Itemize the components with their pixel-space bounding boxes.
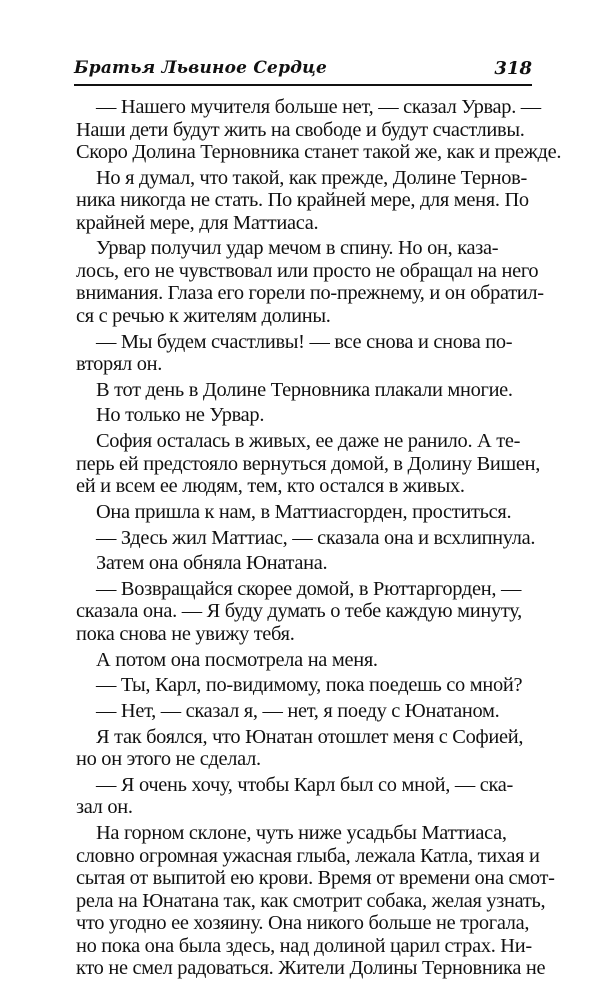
- text-line: внимания. Глаза его горели по-прежнему, и он обратил-: [76, 282, 544, 305]
- paragraph: [76, 430, 541, 498]
- text-line: Но только не Урвар.: [96, 404, 265, 427]
- text-line: лось, его не чувствовал или просто не обращал на него: [76, 259, 539, 282]
- text-line: сытая от выпитой ею крови. Время от времени она смот-: [76, 867, 555, 889]
- text-line: ей и всем ее людям, тем, кто остался в живых.: [76, 475, 465, 498]
- text-line: А потом она посмотрела на меня.: [96, 648, 378, 671]
- text-line: кто не смел радоваться. Жители Долины Терновника не: [76, 957, 546, 979]
- page-number: 318: [494, 58, 532, 79]
- text-line: ся с речью к жителям долины.: [76, 304, 331, 327]
- paragraph: [76, 331, 530, 376]
- paragraph: [76, 404, 530, 427]
- text-line: но он этого не сделал.: [76, 748, 261, 771]
- paragraph: [76, 96, 562, 164]
- text-line: зал он.: [76, 796, 133, 819]
- text-line: Она пришла к нам, в Маттиасгорден, проститься.: [96, 500, 512, 523]
- text-line: словно огромная ужасная глыба, лежала Катла, тихая и: [76, 844, 540, 867]
- running-title: Братья Львиное Сердце: [74, 58, 328, 78]
- text-line: крайней мере, для Маттиаса.: [76, 211, 319, 234]
- paragraph: [76, 501, 530, 524]
- text-line: сказала она. — Я буду думать о тебе каждую минуту,: [76, 600, 522, 623]
- text-line: Я так боялся, что Юнатан отошлет меня с Софией,: [96, 725, 524, 748]
- header-rule: [74, 84, 532, 86]
- text-line: — Здесь жил Маттиас, — сказала она и всхлипнула.: [96, 526, 536, 549]
- paragraph: [76, 526, 536, 550]
- paragraph: [76, 552, 530, 575]
- text-line: На горном склоне, чуть ниже усадьбы Маттиаса,: [96, 822, 507, 844]
- paragraph: [76, 379, 530, 402]
- paragraph: [76, 674, 530, 697]
- text-line: перь ей предстояло вернуться домой, в Долину Вишен,: [76, 452, 541, 475]
- text-line: — Ты, Карл, по-видимому, пока поедешь со мной?: [96, 674, 523, 697]
- paragraph: [76, 700, 530, 723]
- paragraph: [76, 237, 544, 327]
- text-line: Затем она обняла Юнатана.: [96, 552, 328, 575]
- text-line: — Мы будем счастливы! — все снова и снова по-: [96, 330, 513, 353]
- paragraph: [76, 167, 530, 235]
- text-line: Но я думал, что такой, как прежде, Долине Тернов-: [96, 166, 527, 189]
- text-line: Урвар получил удар мечом в спину. Но он, каза-: [96, 237, 499, 260]
- paragraph: [76, 649, 530, 672]
- text-line: пока снова не увижу тебя.: [76, 622, 295, 645]
- paragraph: [76, 822, 555, 980]
- text-line: — Я очень хочу, чтобы Карл был со мной, — ска-: [96, 773, 513, 796]
- text-line: но пока она была здесь, над долиной царил страх. Ни-: [76, 934, 532, 957]
- text-line: что угодно ее хозяину. Она никого больше не трогала,: [76, 912, 530, 934]
- paragraph: [76, 726, 530, 771]
- body-text: [76, 96, 562, 983]
- paragraph: [76, 578, 530, 646]
- text-line: София осталась в живых, ее даже не ранило. А те-: [96, 430, 521, 453]
- text-line: ника никогда не стать. По крайней мере, для меня. По: [76, 189, 529, 212]
- page-header: [74, 56, 532, 90]
- text-line: рела на Юнатана так, как смотрит собака, желая узнать,: [76, 889, 546, 912]
- text-line: Наши дети будут жить на свободе и будут счастливы.: [76, 118, 525, 141]
- text-line: — Нет, — сказал я, — нет, я поеду с Юнатаном.: [96, 699, 500, 722]
- paragraph: [76, 774, 530, 819]
- text-line: вторял он.: [76, 353, 163, 376]
- text-line: — Возвращайся скорее домой, в Рюттаргорден, —: [96, 577, 522, 600]
- text-line: — Нашего мучителя больше нет, — сказал Урвар. —: [96, 96, 541, 118]
- text-line: В тот день в Долине Терновника плакали многие.: [96, 378, 513, 401]
- text-line: Скоро Долина Терновника станет такой же, как и прежде.: [76, 141, 562, 163]
